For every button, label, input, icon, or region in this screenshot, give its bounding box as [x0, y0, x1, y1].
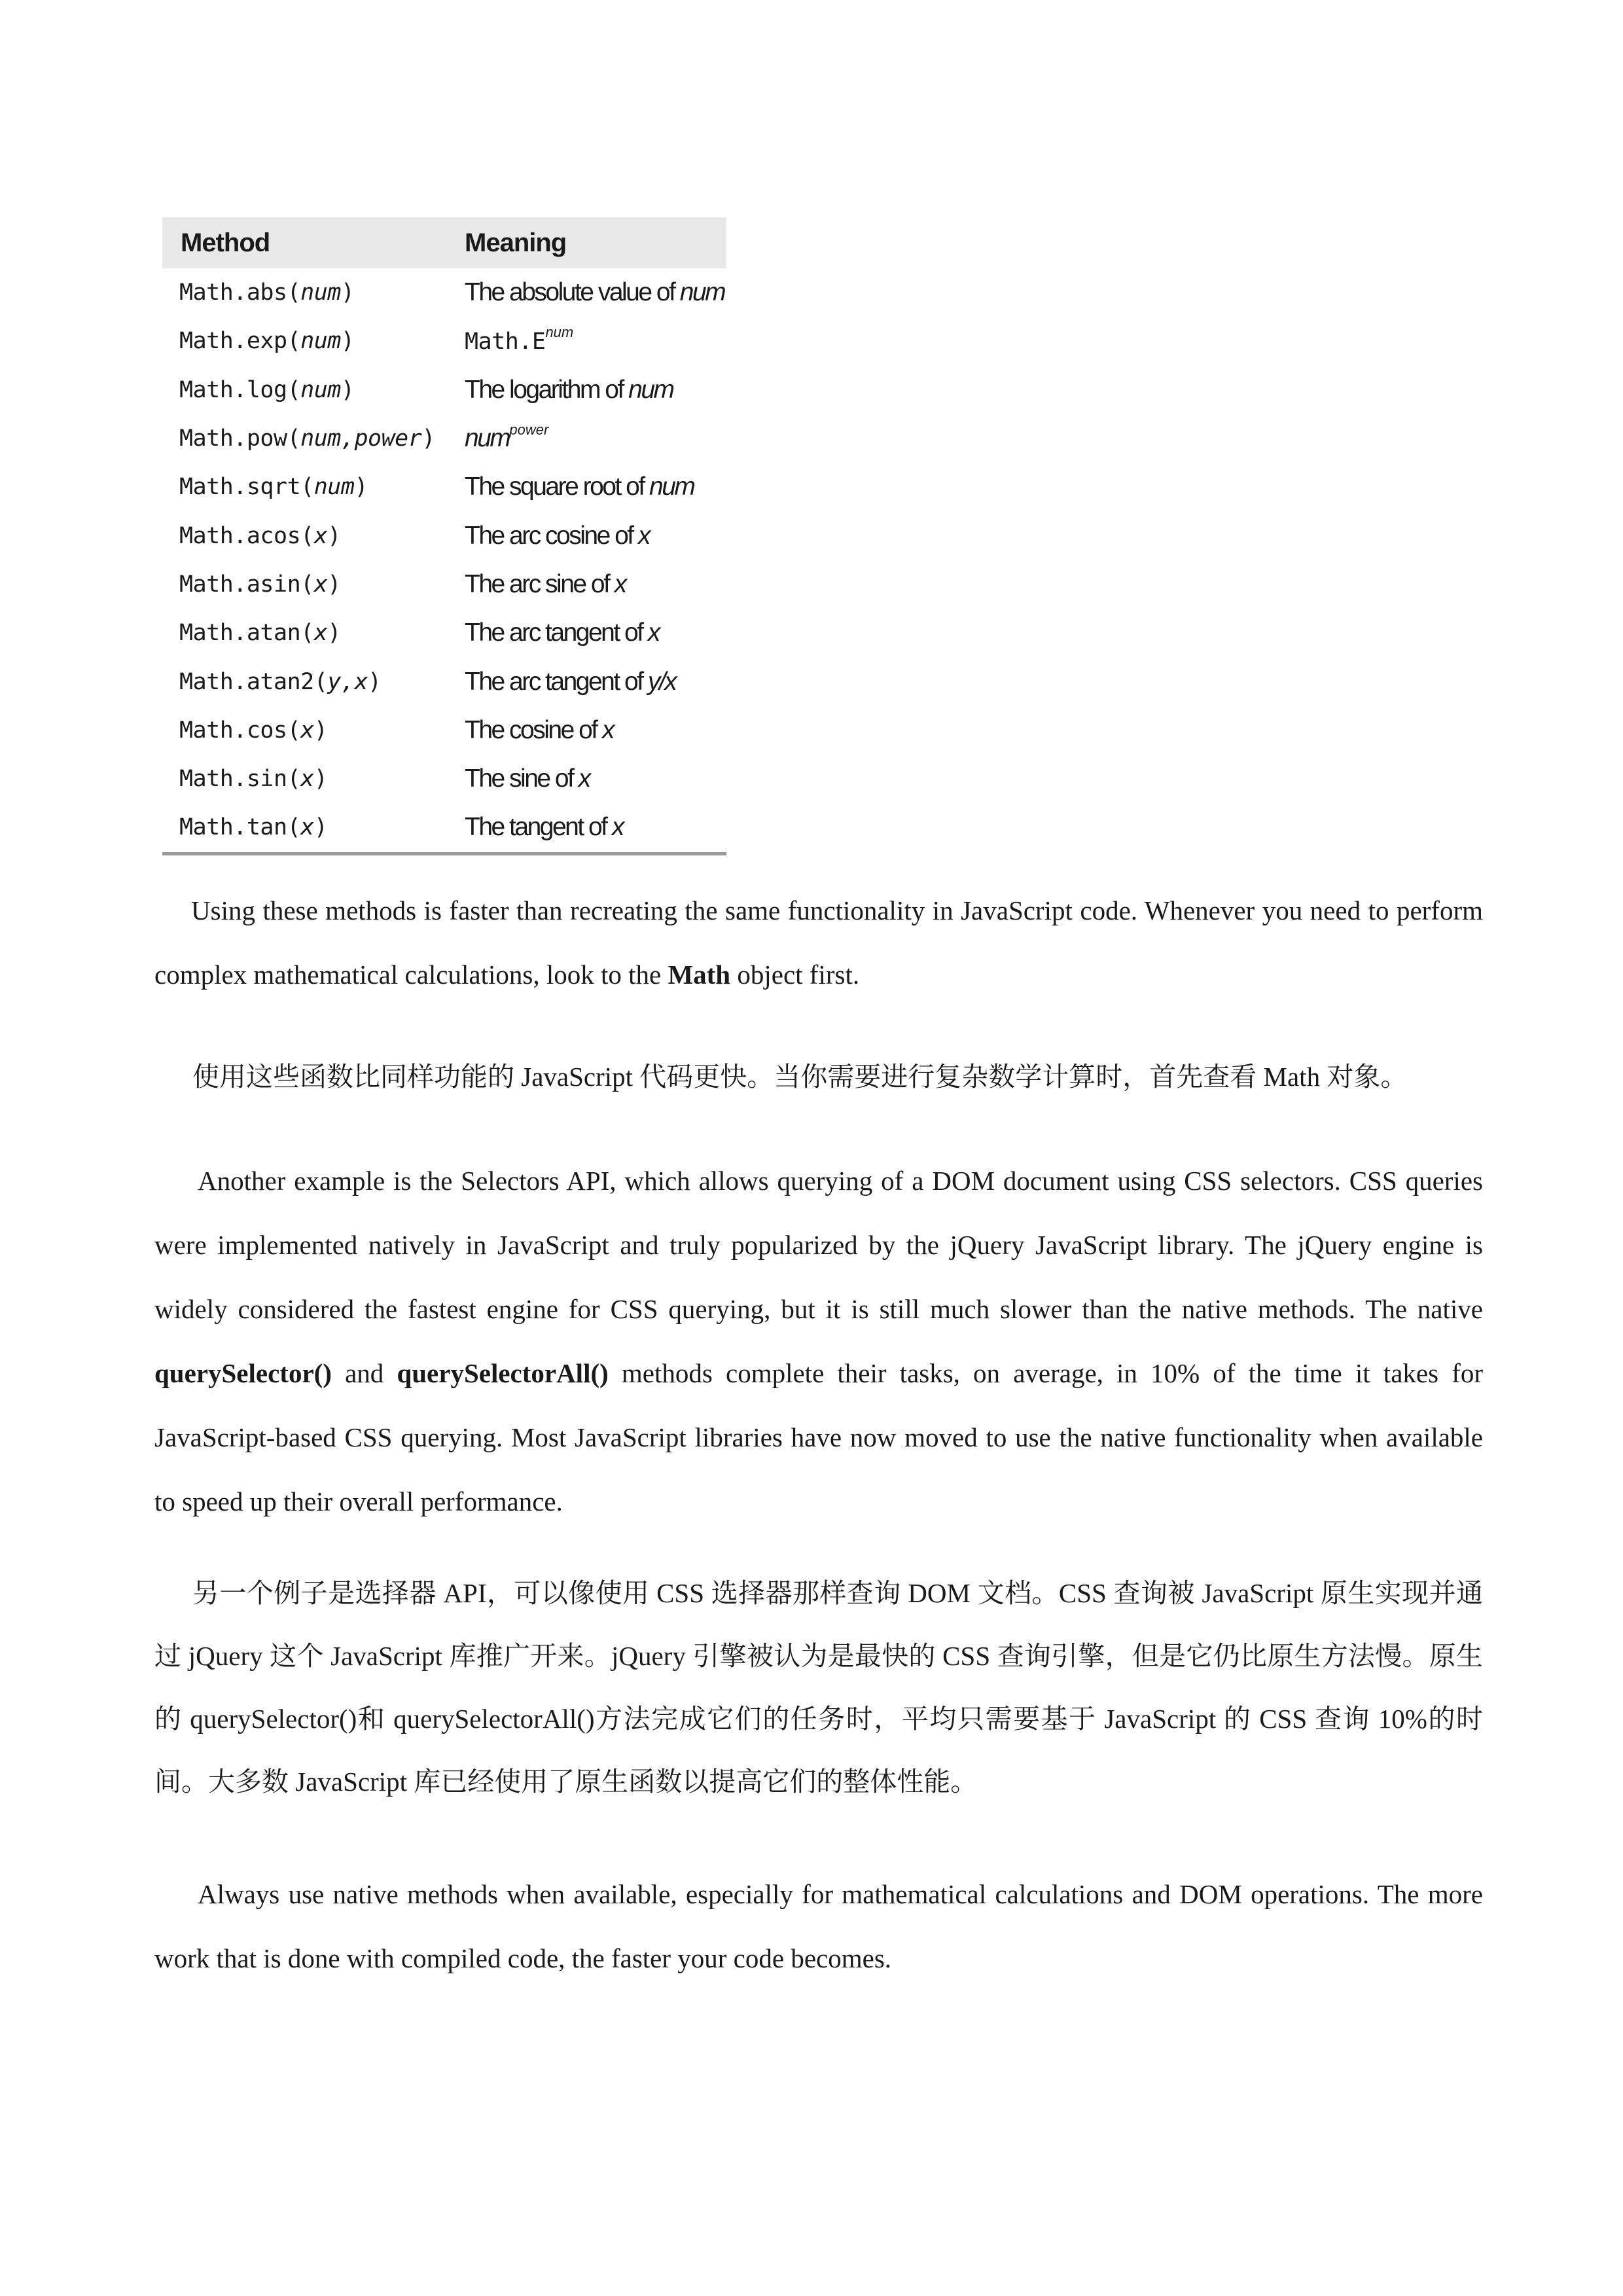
paragraph-text: Using these methods is faster than recreating the same functionality in JavaScript code. Whenever you need to perform complex mathematical calculations, look to the	[154, 895, 1483, 990]
paragraph-text: Another example is the Selectors API, which allows querying of a DOM document using CSS selectors. CSS queries were implemented natively in JavaScript and truly popularized by the jQuery JavaScript library. The jQuery engine is widely considered the fastest engine for CSS querying, but it is still much slower than the native methods. The native	[154, 1166, 1483, 1324]
meaning-text: The absolute value of	[465, 278, 680, 307]
math-methods-table	[162, 217, 726, 855]
table-row	[162, 463, 726, 511]
method-close: )	[340, 328, 355, 355]
bold-queryselectorall: querySelectorAll()	[397, 1358, 609, 1388]
meaning-var: num	[628, 375, 673, 404]
meaning-text: The arc tangent of	[465, 619, 648, 647]
meaning-var: num	[465, 424, 510, 453]
paragraph-math-methods-en	[154, 878, 1483, 1007]
table-row	[162, 755, 726, 803]
method-close: )	[313, 717, 328, 744]
method-name: Math.abs(	[179, 279, 301, 306]
meaning-code: Math.E	[465, 329, 546, 355]
method-arg: y,x	[327, 668, 368, 695]
method-arg: num	[300, 328, 341, 355]
method-name: Math.atan(	[179, 620, 314, 647]
meaning-cell	[450, 268, 726, 317]
method-arg: x	[313, 620, 328, 647]
method-close: )	[313, 766, 328, 793]
paragraph-text: object first.	[730, 960, 860, 990]
paragraph-text: and	[331, 1358, 397, 1388]
table-row	[162, 414, 726, 463]
table-row	[162, 317, 726, 365]
paragraph-text: Always use native methods when available, especially for mathematical calculations and DOM operations. The more work that is done with compiled code, the faster your code becomes.	[154, 1879, 1483, 1973]
meaning-cell	[450, 706, 726, 755]
method-close: )	[340, 376, 355, 403]
table-row	[162, 803, 726, 853]
meaning-var: num	[679, 278, 725, 307]
method-name: Math.acos(	[179, 522, 314, 549]
method-name: Math.asin(	[179, 571, 314, 598]
table-row	[162, 268, 726, 317]
method-name: Math.pow(	[179, 425, 301, 452]
paragraph-text: 另一个例子是选择器 API，可以像使用 CSS 选择器那样查询 DOM 文档。CSS 查询被 JavaScript 原生实现并通过 jQuery 这个 JavaScript 库推广开来。jQuery 引擎被认为是最快的 CSS 查询引擎，但是它仍比原生方法慢。原生的 querySelector()和 querySelectorAll()方法完成它们的任务时，平均只需要基于 JavaScript 的 CSS 查询 10%的时间。大多数 JavaScript 库已经使用了原生函数以提高它们的整体性能。	[154, 1578, 1483, 1797]
meaning-var: x	[647, 619, 659, 647]
paragraph-native-methods-en	[154, 1862, 1483, 1990]
method-arg: x	[300, 766, 314, 793]
method-close: )	[368, 668, 382, 695]
meaning-text: The arc tangent of	[465, 667, 648, 696]
table-row	[162, 560, 726, 609]
method-name: Math.sin(	[179, 766, 301, 793]
method-arg: num,power	[300, 425, 422, 452]
method-cell	[162, 414, 450, 463]
meaning-var: num	[649, 473, 694, 501]
method-arg: x	[300, 814, 314, 841]
meaning-var: x	[578, 764, 590, 793]
method-cell	[162, 511, 450, 560]
meaning-var: y/x	[647, 667, 676, 696]
method-arg: num	[300, 376, 341, 403]
meaning-text: The tangent of	[465, 813, 612, 842]
meaning-cell	[450, 657, 726, 706]
meaning-text: The arc cosine of	[465, 521, 638, 550]
meaning-cell	[450, 414, 726, 463]
method-close: )	[421, 425, 435, 452]
method-cell	[162, 755, 450, 803]
method-name: Math.cos(	[179, 717, 301, 744]
meaning-text: The cosine of	[465, 715, 602, 744]
header-method: Method	[181, 228, 270, 257]
method-name: Math.tan(	[179, 814, 301, 841]
method-name: Math.log(	[179, 376, 301, 403]
method-name: Math.exp(	[179, 328, 301, 355]
table-row	[162, 706, 726, 755]
method-cell	[162, 657, 450, 706]
method-close: )	[340, 279, 355, 306]
paragraph-text: 使用这些函数比同样功能的 JavaScript 代码更快。当你需要进行复杂数学计算时，首先查看 Math 对象。	[192, 1062, 1408, 1092]
header-meaning: Meaning	[465, 228, 567, 257]
table-body	[162, 268, 726, 853]
method-close: )	[327, 522, 341, 549]
method-close: )	[327, 620, 341, 647]
paragraph-selectors-api-en	[154, 1149, 1483, 1534]
method-arg: x	[313, 522, 328, 549]
table-header	[162, 217, 726, 268]
meaning-cell	[450, 463, 726, 511]
method-close: )	[313, 814, 328, 841]
meaning-text: The square root of	[465, 473, 650, 501]
meaning-cell	[450, 560, 726, 609]
meaning-cell	[450, 317, 726, 365]
meaning-text: The sine of	[465, 764, 579, 793]
meaning-cell	[450, 366, 726, 414]
table-row	[162, 609, 726, 657]
meaning-cell	[450, 511, 726, 560]
method-arg: num	[313, 474, 355, 501]
meaning-sup: power	[509, 422, 549, 439]
meaning-text: The logarithm of	[465, 375, 629, 404]
meaning-sup: num	[545, 324, 574, 341]
bold-math: Math	[668, 960, 731, 990]
method-close: )	[354, 474, 368, 501]
meaning-cell	[450, 755, 726, 803]
meaning-var: x	[637, 521, 649, 550]
method-arg: x	[300, 717, 314, 744]
method-arg: num	[300, 279, 341, 306]
paragraph-text: methods complete their tasks, on average, in 10% of the time it takes for JavaScript-based CSS querying. Most JavaScript libraries have now moved to use the native functionality when available to speed up their overall performance.	[154, 1358, 1483, 1516]
method-cell	[162, 609, 450, 657]
table-row	[162, 366, 726, 414]
table-row	[162, 511, 726, 560]
method-close: )	[327, 571, 341, 598]
method-cell	[162, 366, 450, 414]
method-cell	[162, 560, 450, 609]
method-cell	[162, 463, 450, 511]
meaning-cell	[450, 803, 726, 853]
meaning-var: x	[611, 813, 623, 842]
method-cell	[162, 706, 450, 755]
method-cell	[162, 317, 450, 365]
meaning-var: x	[601, 715, 613, 744]
table-row	[162, 657, 726, 706]
paragraph-selectors-api-zh	[154, 1562, 1483, 1813]
meaning-text: The arc sine of	[465, 569, 615, 598]
meaning-var: x	[614, 569, 626, 598]
method-name: Math.atan2(	[179, 668, 328, 695]
method-cell	[162, 268, 450, 317]
method-name: Math.sqrt(	[179, 474, 314, 501]
paragraph-math-methods-zh	[154, 1045, 1483, 1109]
table-header-row	[162, 217, 726, 268]
method-arg: x	[313, 571, 328, 598]
method-cell	[162, 803, 450, 853]
meaning-cell	[450, 609, 726, 657]
bold-queryselector: querySelector()	[154, 1358, 332, 1388]
